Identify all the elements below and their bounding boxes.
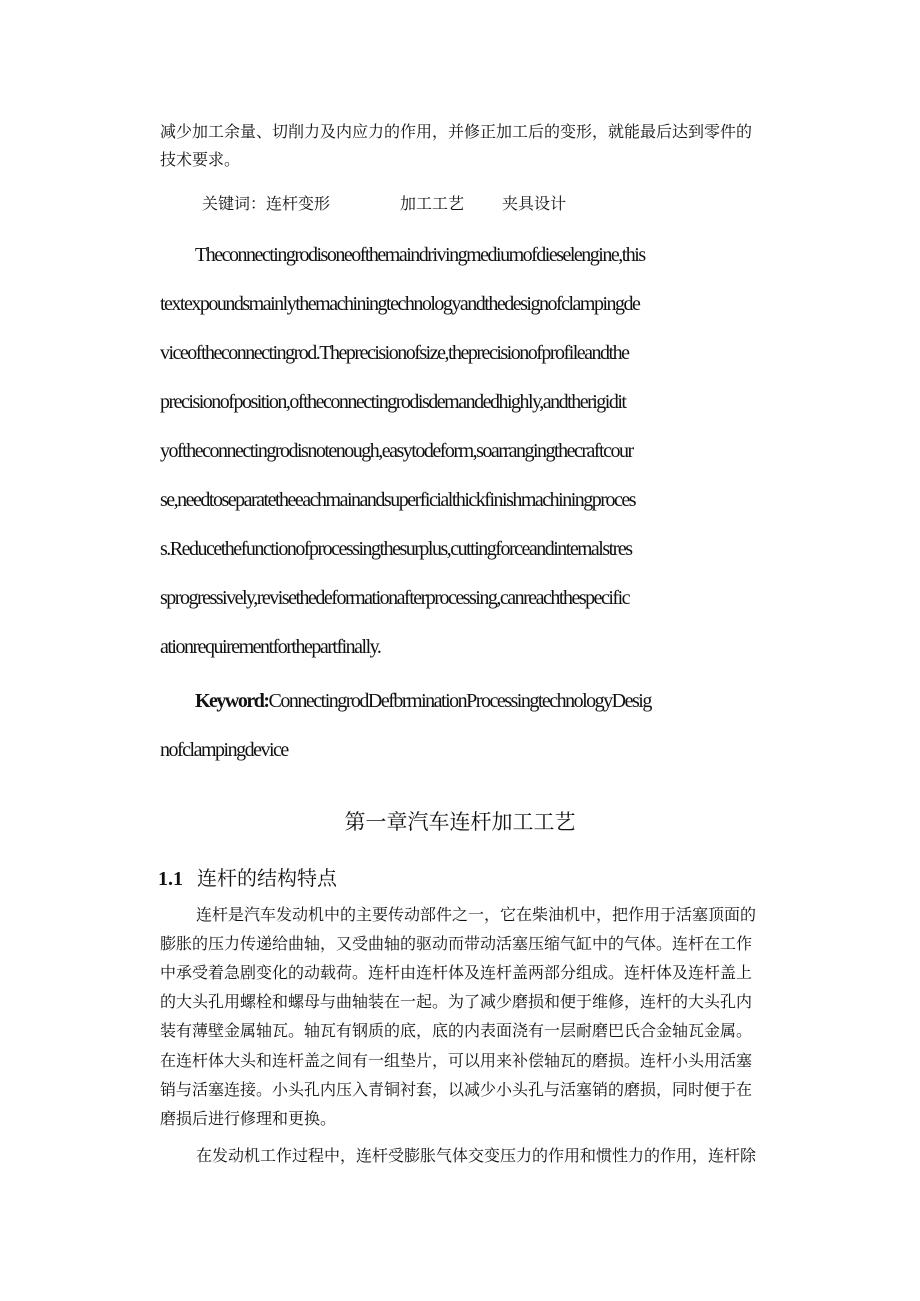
keyword-cn-item: 连杆变形 [266, 194, 331, 213]
keywords-en-continuation: nofclampingdevice [160, 739, 288, 761]
section-heading [158, 862, 337, 891]
section-number: 1.1 [158, 868, 183, 890]
abstract-en-line: precisionofposition,oftheconnectingrodisdemandedhighly,andtherigidit [160, 391, 626, 413]
body-line: 在连杆体大头和连杆盖之间有一组垫片，可以用来补偿轴瓦的磨损。连杆小头用活塞 [160, 1051, 753, 1070]
abstract-en-line: se,needtoseparatetheeachmainandsuperficialthickfinishmachiningproces [160, 489, 635, 511]
section-title: 连杆的结构特点 [197, 866, 337, 890]
keyword-cn-item: 夹具设计 [502, 194, 567, 213]
abstract-en-line: s.Reducethefunctionofprocessingthesurplus,cuttingforceandinternalstres [160, 538, 632, 560]
body-line: 中承受着急剧变化的动载荷。连杆由连杆体及连杆盖两部分组成。连杆体及连杆盖上 [160, 963, 753, 982]
body-line: 连杆是汽车发动机中的主要传动部件之一，它在柴油机中，把作用于活塞顶面的 [196, 905, 757, 924]
abstract-en-line: textexpoundsmainlythemachiningtechnologyandthedesignofclampingde [160, 293, 640, 315]
abstract-cn-line: 技术要求。 [160, 150, 241, 169]
abstract-en-line: yoftheconnectingrodisnotenough,easytodeform,soarrangingthecraftcour [160, 440, 633, 462]
body-line: 装有薄壁金属轴瓦。轴瓦有钢质的底，底的内表面浇有一层耐磨巴氏合金轴瓦金属。 [160, 1021, 753, 1040]
keyword-cn-item: 加工工艺 [400, 194, 465, 213]
abstract-cn-line: 减少加工余量、切削力及内应力的作用，并修正加工后的变形，就能最后达到零件的 [160, 122, 753, 141]
body-line: 磨损后进行修理和更换。 [160, 1109, 337, 1128]
body-line: 的大头孔用螺栓和螺母与曲轴装在一起。为了减少磨损和便于维修，连杆的大头孔内 [160, 992, 753, 1011]
keywords-en [195, 690, 651, 713]
abstract-en-line: ationrequirementforthepartfinally. [160, 636, 381, 658]
abstract-en-line: Theconnectingrodisoneofthemaindrivingmediumofdieselengine,this [195, 244, 645, 266]
keywords-en-text: ConnectingrodDefbrminationProcessingtechnologyDesig [268, 690, 651, 712]
body-line: 膨胀的压力传递给曲轴，又受曲轴的驱动而带动活塞压缩气缸中的气体。连杆在工作 [160, 934, 753, 953]
body-line: 销与活塞连接。小头孔内压入青铜衬套，以减少小头孔与活塞销的磨损，同时便于在 [160, 1080, 753, 1099]
keywords-en-label: Keyword: [195, 690, 269, 712]
keywords-cn-label: 关键词： [202, 194, 267, 213]
body-line: 在发动机工作过程中，连杆受膨胀气体交变压力的作用和惯性力的作用，连杆除 [196, 1146, 757, 1165]
abstract-en-line: viceoftheconnectingrod.Theprecisionofsize,theprecisionofprofileandthe [160, 342, 629, 364]
abstract-en-line: sprogressively,revisethedeformationafterprocessing,canreachthespecific [160, 587, 630, 609]
chapter-title: 第一章汽车连杆加工工艺 [344, 810, 576, 834]
keywords-cn [202, 192, 567, 216]
